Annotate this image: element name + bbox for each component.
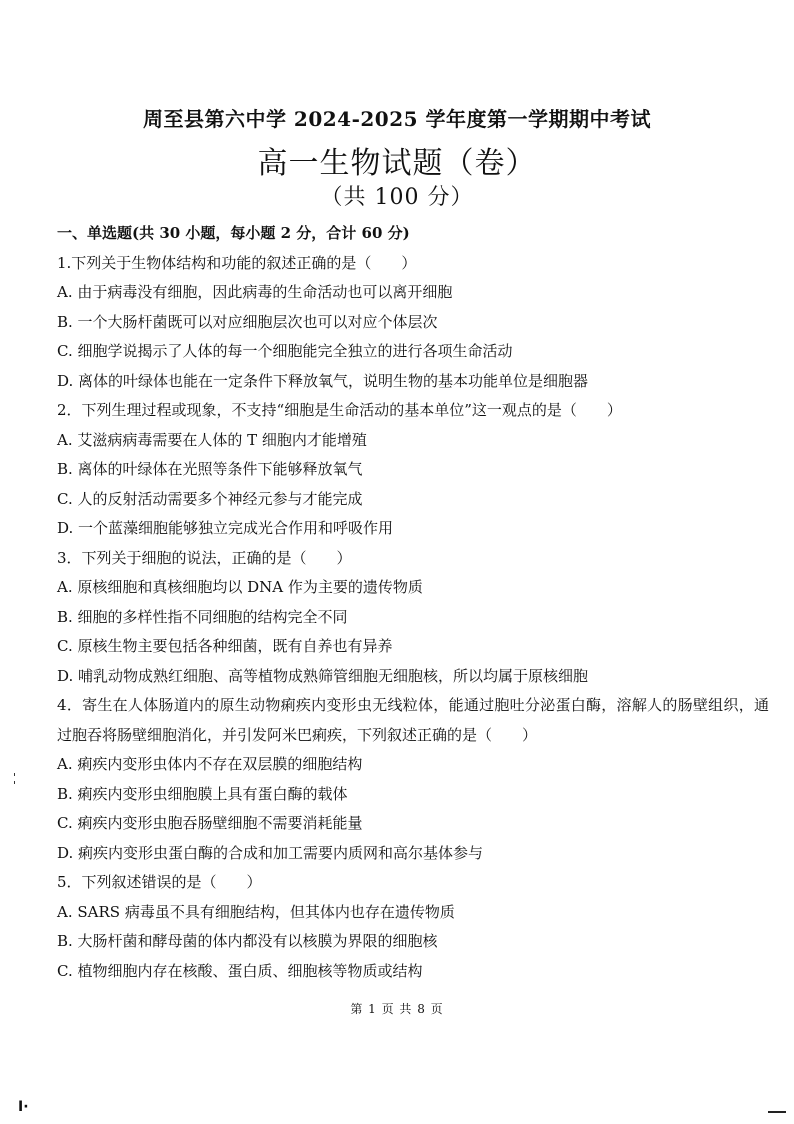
question-1-option-c: C. 细胞学说揭示了人体的每一个细胞能完全独立的进行各项生命活动 <box>57 342 513 360</box>
corner-mark: I· <box>18 1099 29 1115</box>
question-5-option-c: C. 植物细胞内存在核酸、蛋白质、细胞核等物质或结构 <box>57 961 423 980</box>
school-title: 周至县第六中学 2024-2025 学年度第一学期期中考试 <box>142 107 652 131</box>
question-4-option-d: D. 痢疾内变形虫蛋白酶的合成和加工需要内质网和高尔基体参与 <box>57 843 484 862</box>
corner-line <box>768 1111 786 1113</box>
question-3-option-a: A. 原核细胞和真核细胞均以 DNA 作为主要的遗传物质 <box>57 578 423 596</box>
question-2-option-b: B. 离体的叶绿体在光照等条件下能够释放氧气 <box>57 460 363 478</box>
question-3-option-c: C. 原核生物主要包括各种细菌，既有自养也有异养 <box>57 637 393 655</box>
question-2-option-c: C. 人的反射活动需要多个神经元参与才能完成 <box>57 489 363 508</box>
question-4-stem: 4．寄生在人体肠道内的原生动物痢疾内变形虫无线粒体，能通过胞吐分泌蛋白酶，溶解人的肠壁组织，通过胞吞将肠壁细胞消化，并引发阿米巴痢疾，下列叙述正确的是（ ） <box>57 696 769 744</box>
scan-mark <box>14 773 16 787</box>
section-heading: 一、单选题(共 30 小题，每小题 2 分，合计 60 分) <box>57 224 410 242</box>
question-1-stem: 1.下列关于生物体结构和功能的叙述正确的是（ ） <box>57 253 417 272</box>
question-1-option-d: D. 离体的叶绿体也能在一定条件下释放氧气，说明生物的基本功能单位是细胞器 <box>57 371 589 390</box>
question-3-option-d: D. 哺乳动物成熟红细胞、高等植物成熟筛管细胞无细胞核，所以均属于原核细胞 <box>57 666 589 685</box>
question-1-option-b: B. 一个大肠杆菌既可以对应细胞层次也可以对应个体层次 <box>57 312 438 331</box>
question-5-option-a: A. SARS 病毒虽不具有细胞结构，但其体内也存在遗传物质 <box>57 902 455 921</box>
question-3-stem: 3．下列关于细胞的说法，正确的是（ ） <box>57 548 352 567</box>
question-5-stem: 5．下列叙述错误的是（ ） <box>57 873 262 891</box>
exam-title: 高一生物试题（卷） <box>257 146 537 181</box>
question-2-stem: 2．下列生理过程或现象，不支持“细胞是生命活动的基本单位”这一观点的是（ ） <box>57 401 622 419</box>
question-4-option-c: C. 痢疾内变形虫胞吞肠壁细胞不需要消耗能量 <box>57 814 363 832</box>
question-1-option-a: A. 由于病毒没有细胞，因此病毒的生命活动也可以离开细胞 <box>57 283 453 301</box>
total-score: （共 100 分） <box>320 185 474 210</box>
question-4-option-b: B. 痢疾内变形虫细胞膜上具有蛋白酶的载体 <box>57 784 348 803</box>
page-number: 第 1 页 共 8 页 <box>350 1002 444 1016</box>
question-5-option-b: B. 大肠杆菌和酵母菌的体内都没有以核膜为界限的细胞核 <box>57 932 438 950</box>
question-2-option-d: D. 一个蓝藻细胞能够独立完成光合作用和呼吸作用 <box>57 519 394 537</box>
question-content <box>57 219 769 986</box>
question-3-option-b: B. 细胞的多样性指不同细胞的结构完全不同 <box>57 607 348 626</box>
question-4-option-a: A. 痢疾内变形虫体内不存在双层膜的细胞结构 <box>57 755 363 773</box>
question-2-option-a: A. 艾滋病病毒需要在人体的 T 细胞内才能增殖 <box>57 430 367 449</box>
